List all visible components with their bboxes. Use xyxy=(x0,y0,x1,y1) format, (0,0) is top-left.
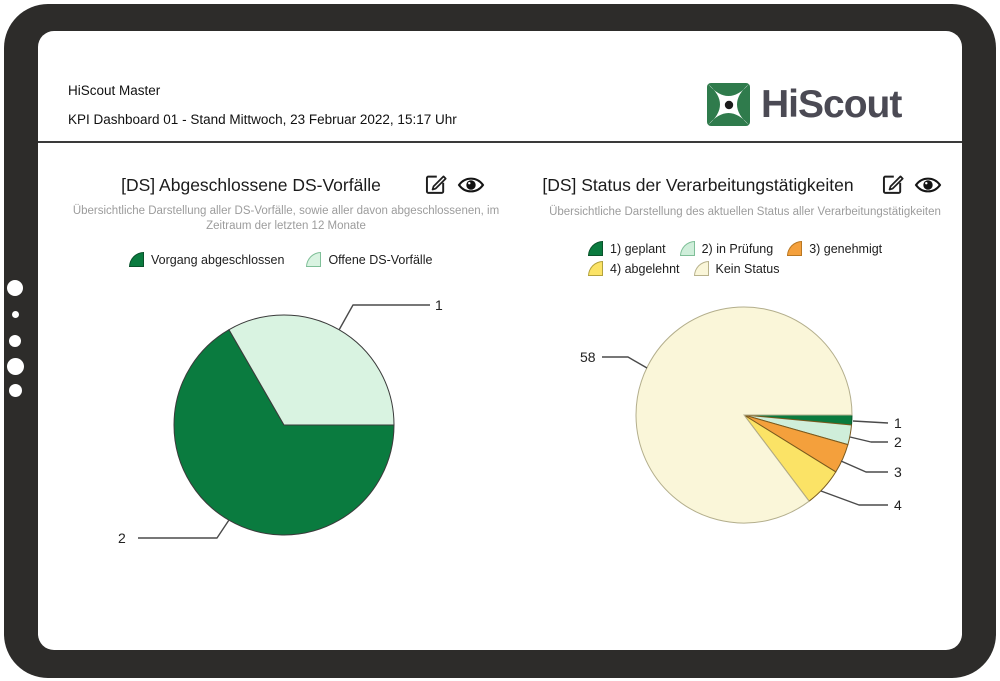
legend-swatch xyxy=(787,241,802,256)
callout-line xyxy=(821,491,888,505)
chart-subtitle-right: Übersichtliche Darstellung des aktuellen Status aller Verarbeitungstätigkeiten xyxy=(549,206,941,218)
side-button-dot xyxy=(12,311,19,318)
legend-label: Vorgang abgeschlossen xyxy=(151,252,285,267)
callout-line xyxy=(138,520,229,538)
legend-right xyxy=(588,241,918,276)
side-button-dot xyxy=(9,335,21,347)
legend-item[interactable] xyxy=(306,252,432,267)
legend-label: Offene DS-Vorfälle xyxy=(328,252,433,267)
pie-label: 1 xyxy=(894,415,902,431)
eye-icon xyxy=(456,174,486,196)
legend-swatch xyxy=(588,241,603,256)
legend-item[interactable] xyxy=(588,261,680,276)
hiscout-logo xyxy=(706,82,901,127)
edit-chart-button[interactable] xyxy=(879,171,906,197)
pie-label: 58 xyxy=(580,349,596,365)
app-title: HiScout Master xyxy=(68,83,161,98)
pencil-square-icon xyxy=(422,171,449,197)
chart-subtitle-left: Übersichtliche Darstellung aller DS-Vorfälle, sowie aller davon abgeschlossenen, im Zeitraum der letzten 12 Monate xyxy=(72,205,500,232)
legend-label: 4) abgelehnt xyxy=(610,261,680,276)
pie-label: 2 xyxy=(894,434,902,450)
callout-line xyxy=(602,357,647,368)
legend-label: 1) geplant xyxy=(610,241,666,256)
pie-label: 3 xyxy=(894,464,902,480)
legend-label: 2) in Prüfung xyxy=(701,241,774,256)
legend-swatch xyxy=(694,261,709,276)
view-chart-button[interactable] xyxy=(456,174,486,196)
header-divider xyxy=(38,141,962,143)
edit-chart-button[interactable] xyxy=(422,171,449,197)
chart-title-left: [DS] Abgeschlossene DS-Vorfälle xyxy=(121,175,381,195)
legend-swatch xyxy=(306,252,321,267)
callout-line xyxy=(841,461,888,472)
legend-item[interactable] xyxy=(129,252,284,267)
pie-label: 4 xyxy=(894,497,902,513)
callout-line xyxy=(853,421,888,423)
legend-item[interactable] xyxy=(787,241,882,256)
legend-swatch xyxy=(129,252,144,267)
legend-left xyxy=(129,252,432,267)
chart-title-right: [DS] Status der Verarbeitungstätigkeiten xyxy=(542,175,854,195)
legend-item[interactable] xyxy=(694,261,780,276)
callout-line xyxy=(850,437,888,442)
pie-chart-status xyxy=(560,280,996,580)
pencil-square-icon xyxy=(879,171,906,197)
hiscout-star-icon xyxy=(706,82,751,127)
legend-item[interactable] xyxy=(588,241,666,256)
pie-label: 2 xyxy=(118,530,126,546)
side-button-dot xyxy=(9,384,22,397)
side-button-dot xyxy=(7,280,23,296)
eye-icon xyxy=(913,174,943,196)
legend-label: Kein Status xyxy=(715,261,780,276)
hiscout-logo-text: HiScout xyxy=(761,83,902,126)
report-title: KPI Dashboard 01 - Stand Mittwoch, 23 Februar 2022, 15:17 Uhr xyxy=(68,112,457,127)
pie-label: 1 xyxy=(435,297,443,313)
side-button-dot xyxy=(7,358,24,375)
legend-label: 3) genehmigt xyxy=(809,241,883,256)
callout-line xyxy=(339,305,430,330)
pie-chart-ds-vorfaelle xyxy=(80,290,500,582)
legend-item[interactable] xyxy=(680,241,774,256)
view-chart-button[interactable] xyxy=(913,174,943,196)
legend-swatch xyxy=(680,241,695,256)
legend-swatch xyxy=(588,261,603,276)
